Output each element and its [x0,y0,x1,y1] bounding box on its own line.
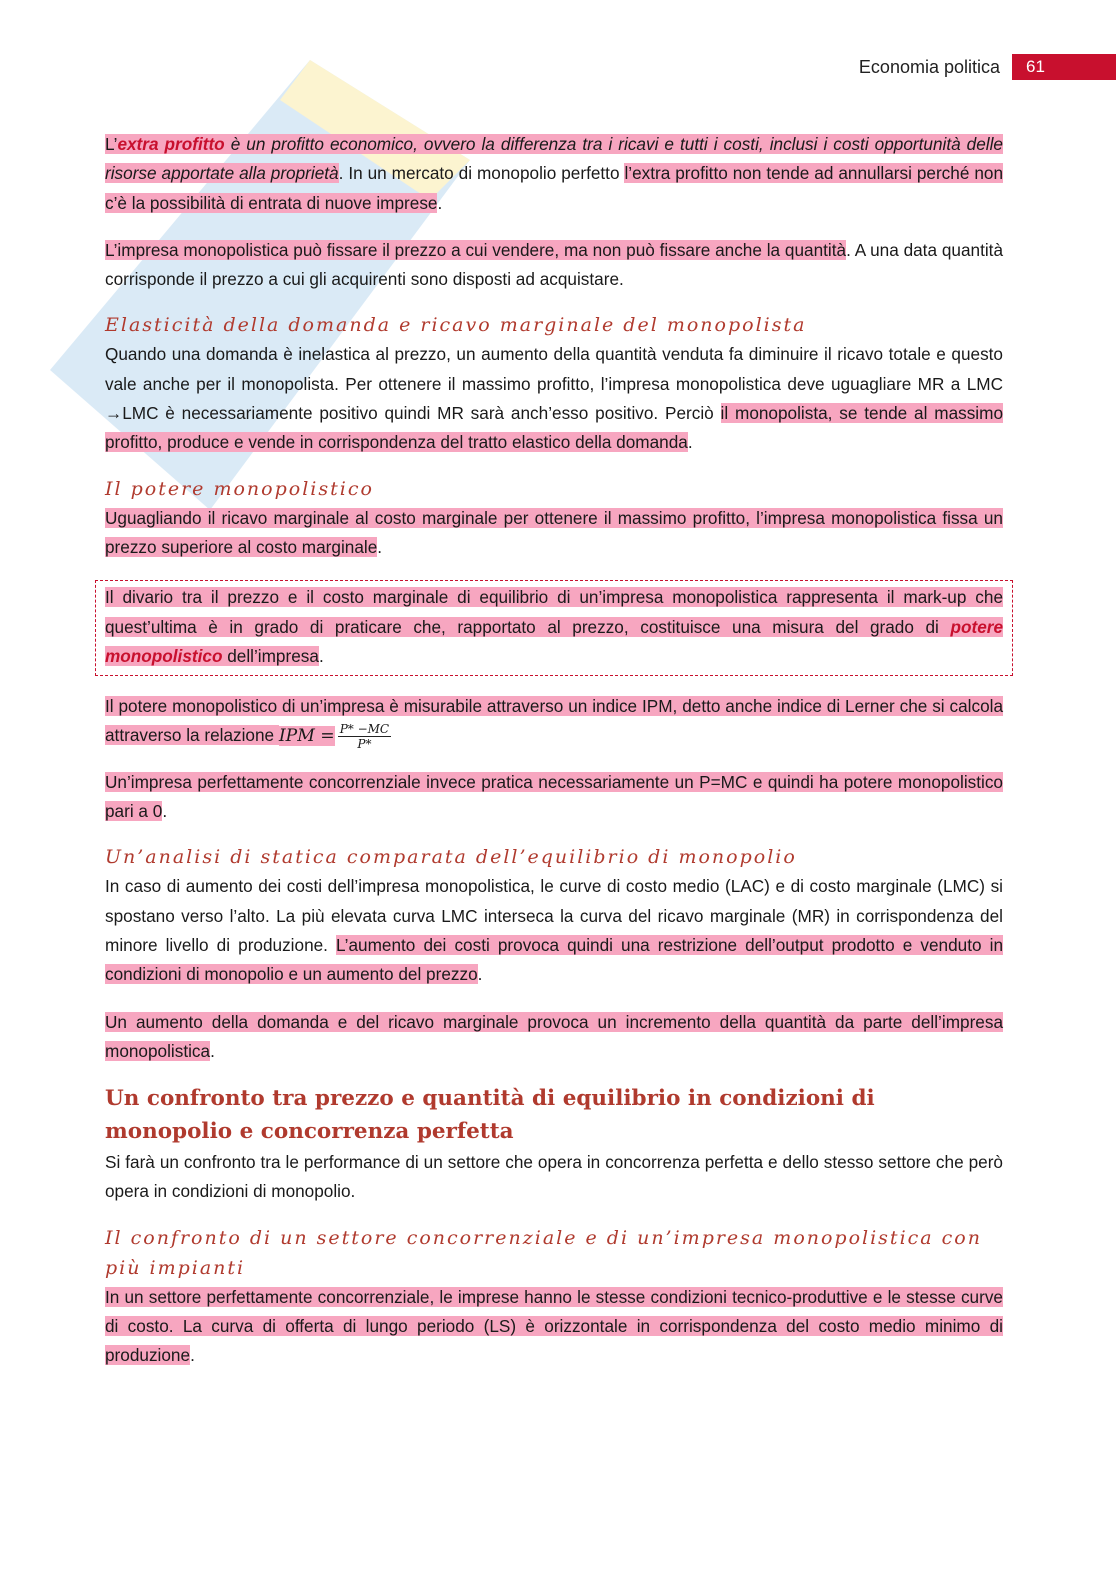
paragraph-extra-profitto [105,130,1003,218]
text-end: . [377,536,383,557]
heading-elasticita: Elasticità della domanda e ricavo marginale del monopolista [105,314,807,337]
highlight-text: il monopolista, se tende al massimo profitto, produce e vende in corrispondenza del tratto elastico della domanda [105,403,1004,453]
formula-lhs: IPM = [278,726,335,747]
text-end: . [318,645,324,666]
page-number: 61 [1012,54,1116,80]
highlight-text: Il divario tra il prezzo e il costo marginale di equilibrio di un’impresa monopolistica rappresenta il mark-up che quest’ultima è in grado di praticare che, rapportato al prezzo, costituisce una misura del grado di [105,587,1003,637]
term-extra-profitto: extra profitto [117,134,225,154]
formula-fraction [338,722,391,751]
paragraph-concorrenziale [105,768,1003,827]
paragraph-confronto: Si farà un confronto tra le performance di un settore che opera in concorrenza perfetta e dello stesso settore che però opera in condizioni di monopolio. [105,1152,1003,1202]
text-end: . [162,801,168,822]
text-end: . [190,1345,195,1366]
heading-confronto: Un confronto tra prezzo e quantità di equilibrio in condizioni di monopolio e concorrenza perfetta [105,1086,875,1145]
highlight-text: L’impresa monopolistica può fissare il prezzo a cui vendere, ma non può fissare anche la quantità [105,239,847,260]
paragraph-elasticita [105,340,1003,457]
fraction-numerator: P* −MC [339,722,390,737]
heading-statica: Un’analisi di statica comparata dell’equilibrio di monopolio [105,846,797,869]
highlight-text: L’aumento dei costi provoca quindi una restrizione dell’output prodotto e venduto in condizioni di monopolio e un aumento del prezzo [105,934,1004,985]
paragraph-statica [105,872,1003,989]
page-header [859,54,1116,80]
text-body-2: LMC è necessariamente positivo quindi MR sarà anch’esso positivo. Perciò [122,403,721,424]
text-body: In caso di aumento dei costi dell’impresa monopolistica, le curve di costo medio (LAC) e di costo marginale (LMC) si spostano verso l’alto. La più elevata curva LMC interseca la curva del ricavo marginale (MR) in corrispondenza del minore livello di produzione. [105,876,1003,955]
highlight-text: Un aumento della domanda e del ricavo marginale provoca un incremento della quantità da parte dell’impresa monopolistica [105,1011,1003,1061]
paragraph-lerner [105,692,1003,752]
text-rest: . A una data quantità corrisponde il prezzo a cui gli acquirenti sono disposti ad acquistare. [105,239,1003,290]
highlight-text: Un’impresa perfettamente concorrenziale invece pratica necessariamente un P=MC e quindi ha potere monopolistico pari a 0 [105,771,1003,822]
text-end: . [210,1040,215,1061]
text-end: . [477,964,483,985]
header-title: Economia politica [858,56,1000,77]
arrow-icon: → [105,403,123,424]
highlight-text: l’extra profitto non tende ad annullarsi perché non c’è la possibilità di entrata di nuove imprese [105,163,1003,213]
fraction-denominator: P* [357,737,372,752]
paragraph-aumento-domanda [105,1008,1003,1067]
heading-potere: Il potere monopolistico [105,477,374,500]
definition-box [95,580,1013,676]
paragraph-impresa-monopolistica [105,236,1003,295]
highlight-text: In un settore perfettamente concorrenziale, le imprese hanno le stesse condizioni tecnico-produttive e le stesse curve di costo. La curva di offerta di lungo periodo (LS) è orizzontale in corrispondenza del costo medio minimo di produzione [105,1286,1003,1366]
document-body [105,130,1003,1371]
paragraph-potere [105,504,1003,563]
hl-lead: L’ [105,134,118,154]
highlight-text: Il potere monopolistico di un’impresa è misurabile attraverso un indice IPM, detto anche indice di Lerner che si calcola attraverso la relazione [105,696,1003,746]
text-end: . [687,432,693,453]
highlight-text: Uguagliando il ricavo marginale al costo marginale per ottenere il massimo profitto, l’impresa monopolistica fissa un prezzo superiore al costo marginale [105,507,1003,557]
text-end: . [437,192,443,213]
highlight-text-2: dell’impresa [222,645,319,666]
paragraph-settore [105,1283,1003,1371]
text-body: Quando una domanda è inelastica al prezzo, un aumento della quantità venduta fa diminuire il ricavo totale e questo vale anche per il monopolista. Per ottenere il massimo profitto, l’impresa monopolistica deve uguagliare MR a LMC [105,344,1003,394]
definition-extra-profitto: è un profitto economico, ovvero la differenza tra i ricavi e tutti i costi, inclusi i costi opportunità delle risorse apportate alla proprietà [105,134,1003,184]
text-mid: . In un mercato di monopolio perfetto [338,163,625,184]
term-potere-monopolistico: potere monopolistico [105,616,1003,666]
paragraph-markup [105,583,1003,671]
heading-settore: Il confronto di un settore concorrenziale e di un’impresa monopolistica con più impianti [105,1226,982,1279]
